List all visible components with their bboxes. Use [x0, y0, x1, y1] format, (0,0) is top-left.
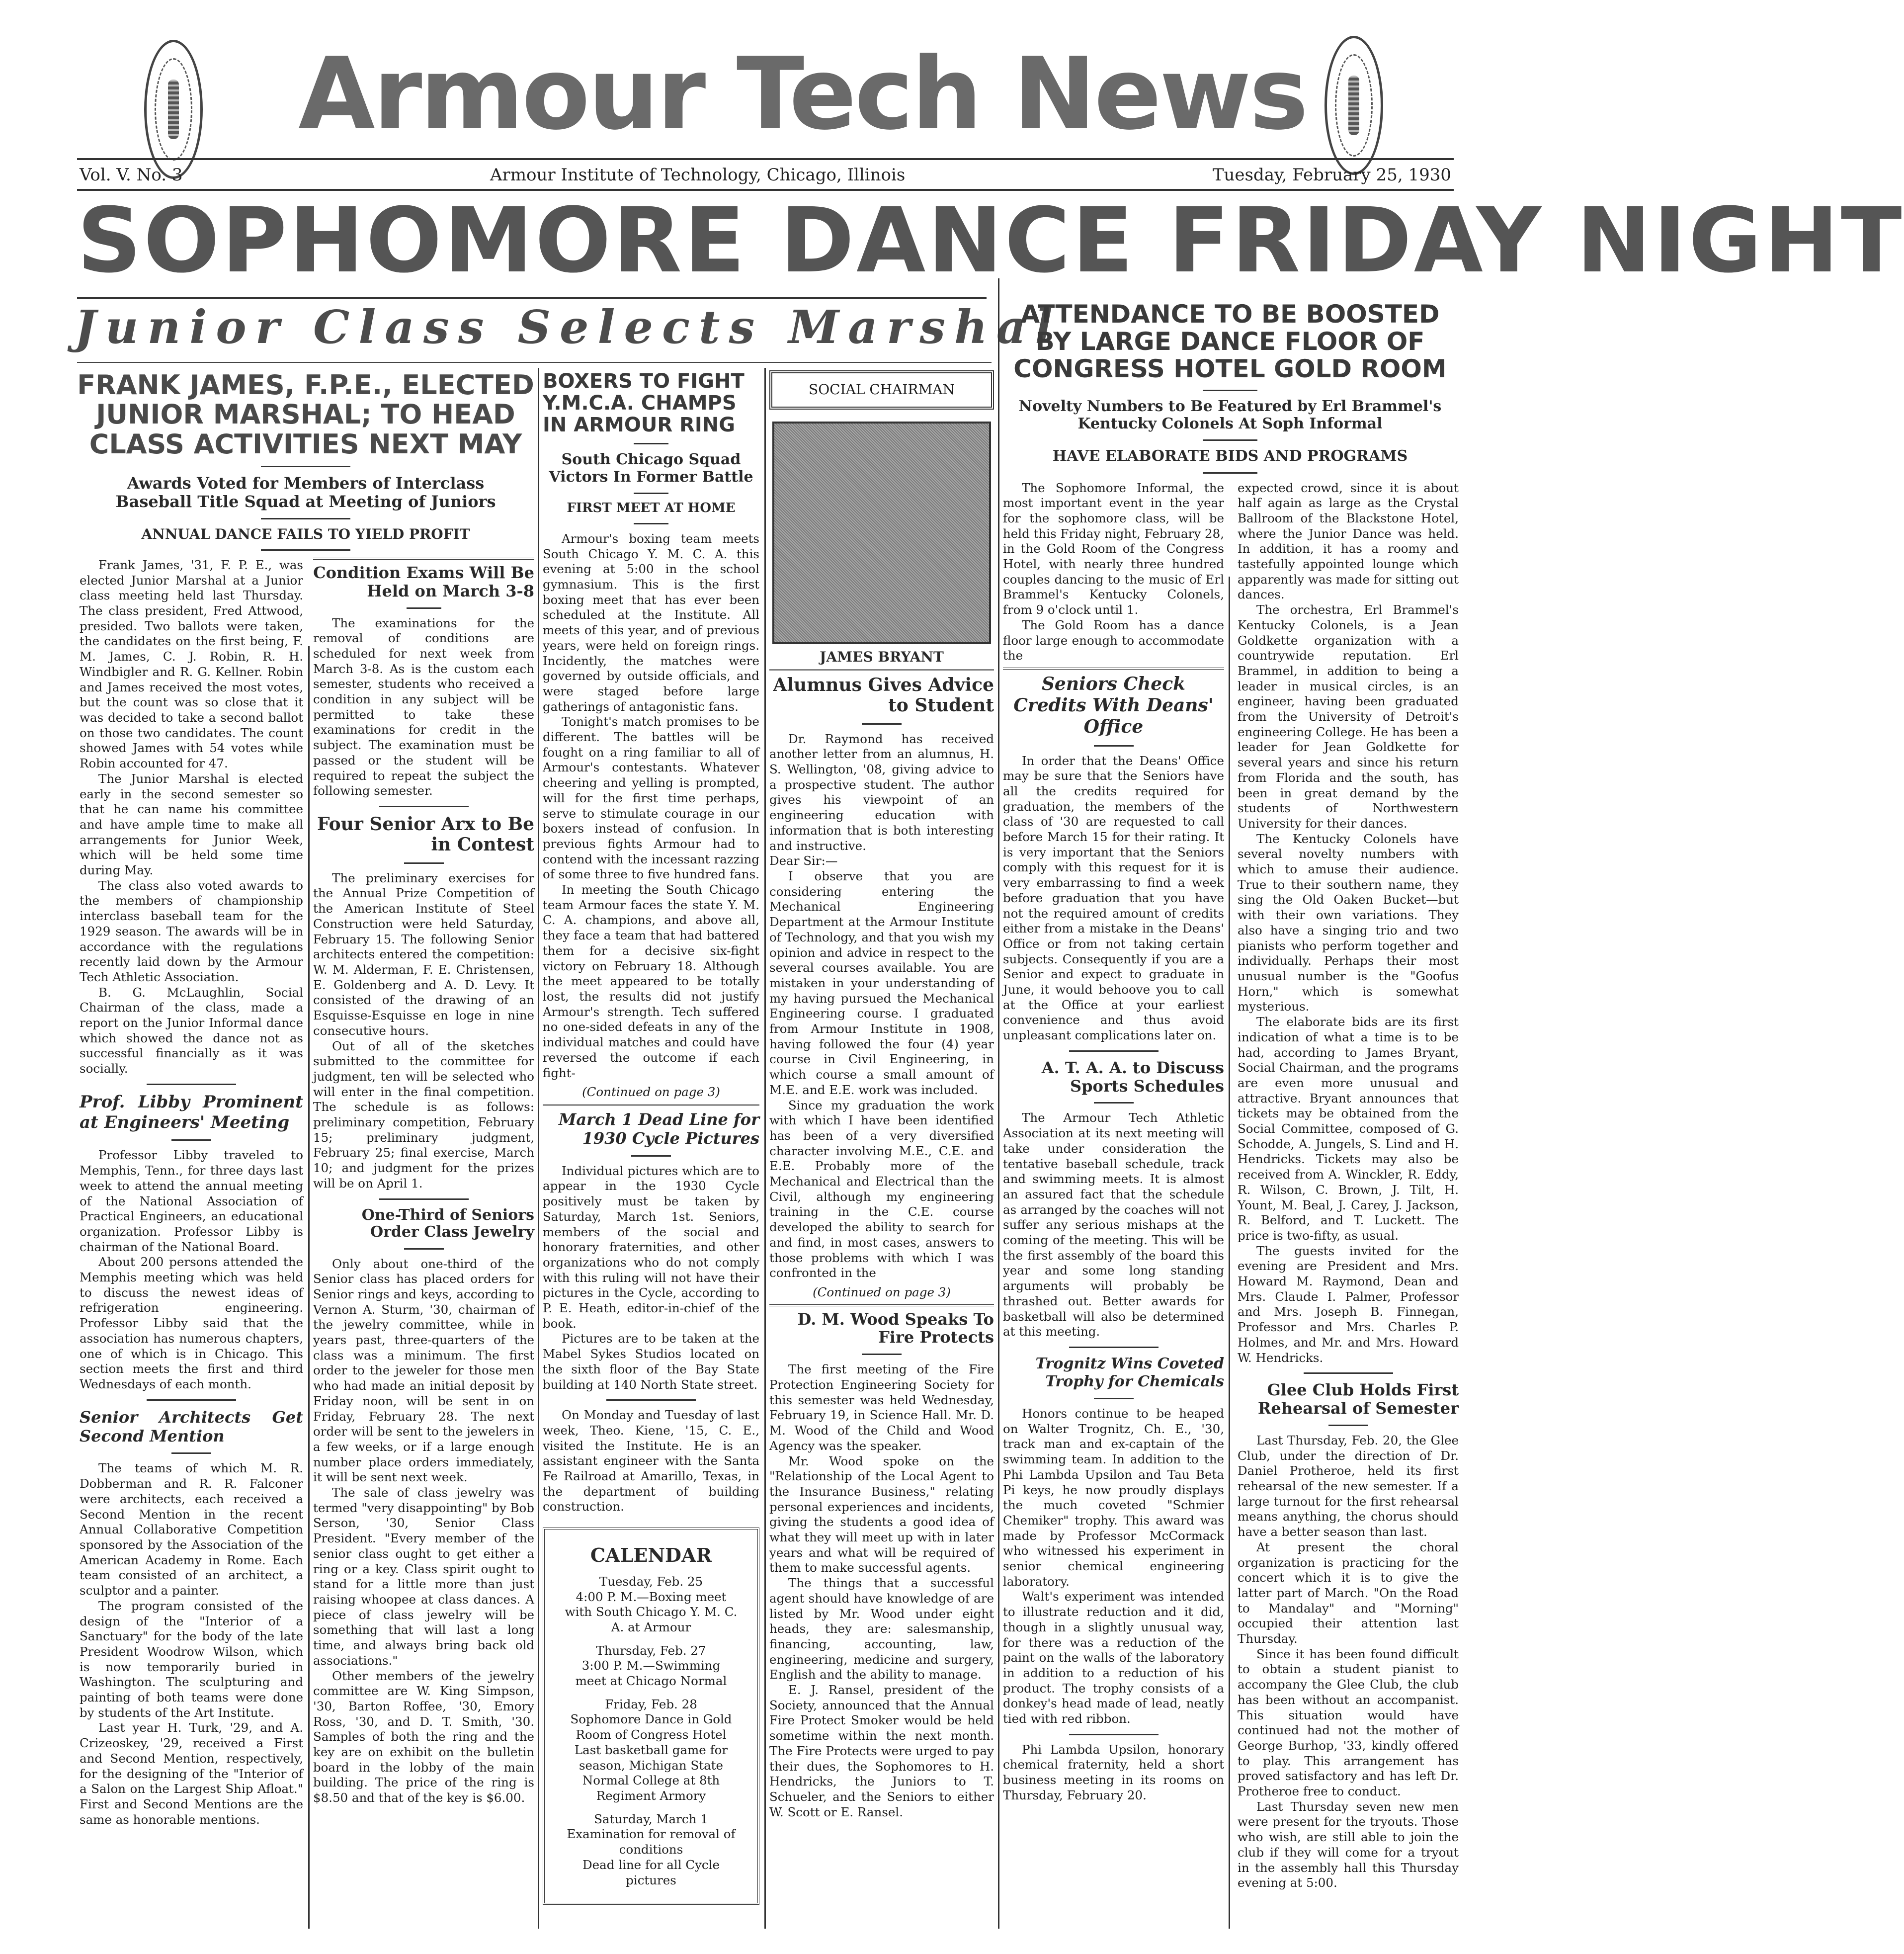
- paragraph: Only about one-third of the Senior class has placed orders for Senior rings and keys, according to Vernon A. Sturm, '30, chairman of the jewelry committee, while in years past, three-quarters of the class was a minimum. The first order to the jeweler for those men who had made an initial deposit by Friday noon, will be sent in on Friday, February 28. The next order will be sent to the jewelers in a few weeks, or if a large enough number place orders immediately, it will be sent next week.: [313, 1256, 534, 1485]
- calendar-day: Thursday, Feb. 27 3:00 P. M.—Swimming meet at Chicago Normal: [575, 1643, 727, 1689]
- column-5: [1003, 481, 1224, 1803]
- divider: [261, 518, 350, 519]
- paragraph: The Sophomore Informal, the most important event in the year for the sophomore class, will be held this Friday night, February 28, in the Gold Room of the Congress Hotel, with nearly three hundred couples dancing to the music of Erl Brammel's Kentucky Colonels, from 9 o'clock until 1.: [1003, 480, 1224, 617]
- article-frank-james: [77, 370, 534, 1827]
- paragraph: Individual pictures which are to appear in the 1930 Cycle positively must be taken by Saturday, March 1st. Seniors, members of the social and honorary fraternities, and other organizations who do not comply with this ruling will not have their pictures in the Cycle, according to P. E. Heath, editor-in-chief of the book.: [543, 1163, 759, 1331]
- article-attendance: [1001, 301, 1459, 1891]
- paragraph: Other members of the jewelry committee are W. King Simpson, '30, Barton Roffee, '30, Emory Ross, '30, and D. T. Smith, '30. Samples of both the ring and the key are on exhibit on the bulletin board in the lobby of the main building. The price of the ring is $8.50 and that of the key is $6.00.: [313, 1668, 534, 1805]
- banner-headline: SOPHOMORE DANCE FRIDAY NIGHT: [77, 189, 1904, 293]
- paragraph: Walt's experiment was intended to illustrate reduction and it did, though in a slightly unusual way, for there was a reduction of the paint on the walls of the laboratory in addition to a reduction of his product. The trophy consists of a donkey's head made of lead, neatly tied with red ribbon.: [1003, 1589, 1224, 1726]
- headline: BOXERS TO FIGHT Y.M.C.A. CHAMPS IN ARMOUR RING: [543, 370, 745, 436]
- paragraph: The Kentucky Colonels have several novelty numbers with which to amuse their audience. True to their southern name, they sing the Old Oaken Bucket—but with their own variations. They also have a singing trio and two pianists who perform together and individually. Perhaps their most unusual number is the "Goofus Horn," which is somewhat mysterious.: [1238, 831, 1459, 1014]
- calendar-title: CALENDAR: [590, 1544, 712, 1567]
- headline: Seniors Check Credits With Deans' Office: [1013, 673, 1214, 738]
- headline: ATTENDANCE TO BE BOOSTED BY LARGE DANCE FLOOR OF CONGRESS HOTEL GOLD ROOM: [1013, 300, 1447, 383]
- headline: A. T. A. A. to Discuss Sports Schedules: [1041, 1058, 1224, 1096]
- paragraph: The Armour Tech Athletic Association at its next meeting will take under consideration the tentative baseball schedule, track and swimming meets. It is almost an assured fact that the schedule as arranged by the coaches will not suffer any serious mishaps at the coming of the meeting. This will be the first assembly of the board this year and some long standing arguments will probably be thrashed out. Better awards for basketball will also be determined at this meeting.: [1003, 1110, 1224, 1339]
- masthead-rule-top: [77, 158, 1454, 160]
- banner-rule: [77, 297, 987, 299]
- headline: Prof. Libby Prominent at Engineers' Meeting: [80, 1092, 303, 1132]
- column-divider: [764, 368, 766, 1929]
- deck: ANNUAL DANCE FAILS TO YIELD PROFIT: [141, 525, 470, 542]
- photo-caption: JAMES BRYANT: [820, 648, 944, 665]
- section-banner-rule: [77, 362, 992, 363]
- column-2: [313, 558, 534, 1806]
- volume-number: Vol. V. No. 3: [80, 165, 183, 185]
- paragraph: The teams of which M. R. Dobberman and R. R. Falconer were architects, each received a Second Mention in the recent Annual Collaborative Competition sponsored by the Association of the American Academy in Rome. Each team consisted of an architect, a sculptor and a painter.: [80, 1461, 303, 1598]
- paragraph: Last Thursday seven new men were present for the tryouts. Those who wish, are still able to join the club if they will come for a tryout in the assembly hall this Thursday evening at 5:00.: [1238, 1799, 1459, 1890]
- column-divider: [998, 278, 999, 1929]
- paragraph: The things that a successful agent should have knowledge of are listed by Mr. Wood under eight heads, they are: salesmanship, financing, accounting, law, engineering, medicine and surgery, English and the ability to manage.: [769, 1576, 994, 1682]
- paragraph: The orchestra, Erl Brammel's Kentucky Colonels, is a Jean Goldkette organization with a countrywide reputation. Erl Brammel, in addition to being a leader in musical circles, is an engineer, having been graduated from the University of Detroit's engineering College. He has been a leader for Jean Goldkette for several years and since his return from Florida and the south, has been in great demand by the students of Northwestern University for their dances.: [1238, 602, 1459, 831]
- column-divider: [538, 368, 539, 1929]
- section-banner: Junior Class Selects Marshal: [75, 300, 1062, 354]
- paragraph: Armour's boxing team meets South Chicago Y. M. C. A. this evening at 5:00 in the school gymnasium. This is the first boxing meet that has ever been scheduled at the Institute. All meets of this year, and of previous years, were held on foreign rings. Incidently, the matches were governed by outside officials, and were staged before large gatherings of antagonistic fans.: [543, 531, 759, 714]
- headline: Senior Architects Get Second Mention: [80, 1407, 303, 1446]
- headline: D. M. Wood Speaks To Fire Protects: [797, 1309, 994, 1347]
- column-1: [80, 558, 303, 1827]
- subhead: Awards Voted for Members of Interclass Baseball Title Squad at Meeting of Juniors: [115, 474, 496, 511]
- headline: March 1 Dead Line for 1930 Cycle Pictures: [558, 1109, 759, 1148]
- continued-link[interactable]: (Continued on page 3): [813, 1284, 951, 1299]
- paragraph: The guests invited for the evening are President and Mrs. Howard M. Raymond, Dean and Mrs. Claude I. Palmer, Professor and Mrs. Joseph B. Finnegan, Professor and Mrs. Charles P. Holmes, and Mr. and Mrs. Howard W. Hendricks.: [1238, 1243, 1459, 1365]
- paragraph: Last year H. Turk, '29, and A. Crizeoskey, '29, received a First and Second Mention, respectively, for the designing of the "Interior of a Salon on the Largest Ship Afloat." First and Second Mentions are the same as honorable mentions.: [80, 1720, 303, 1827]
- headline: Condition Exams Will Be Held on March 3-8: [313, 563, 534, 600]
- paragraph: Tonight's match promises to be different. The battles will be fought on a ring familiar to all of Armour's contestants. Whatever cheering and yelling is prompted, will for the first time perhaps, serve to stimulate courage in our boxers instead of confusion. In previous fights Armour had to contend with the incessant razzing of some three to five hundred fans.: [543, 714, 759, 882]
- paragraph: About 200 persons attended the Memphis meeting which was held to discuss the newest ideas of refrigeration engineering. Professor Libby said that the association has numerous chapters, one of which is in Chicago. This section meets the first and third Wednesdays of each month.: [80, 1255, 303, 1391]
- headline: Glee Club Holds First Rehearsal of Semester: [1257, 1380, 1459, 1418]
- subhead: South Chicago Squad Victors In Former Battle: [549, 451, 753, 486]
- salutation: Dear Sir:—: [769, 853, 838, 868]
- paragraph: Last Thursday, Feb. 20, the Glee Club, under the direction of Dr. Daniel Protheroe, held its first rehearsal of the new semester. If a large turnout for the first rehearsal means anything, the chorus should have a better season than last.: [1238, 1433, 1459, 1539]
- article-attendance-heading: [1001, 301, 1459, 481]
- divider: [261, 466, 350, 467]
- headline: One-Third of Seniors Order Class Jewelry: [361, 1206, 534, 1241]
- calendar-day: Friday, Feb. 28 Sophomore Dance in Gold Room of Congress Hotel Last basketball game for season, Michigan State Normal College at 8th Regiment Armory: [570, 1697, 732, 1803]
- calendar-day: Tuesday, Feb. 25 4:00 P. M.—Boxing meet with South Chicago Y. M. C. A. at Armour: [565, 1574, 738, 1634]
- subhead: Novelty Numbers to Be Featured by Erl Brammel's Kentucky Colonels At Soph Informal: [1018, 398, 1442, 432]
- deck: FIRST MEET AT HOME: [567, 501, 736, 515]
- paragraph: At present the choral organization is practicing for the concert which it is to give the latter part of March. "On the Road to Mandalay" and "Morning" occupied their attention last Thursday.: [1238, 1539, 1459, 1646]
- issue-date: Tuesday, February 25, 1930: [1212, 165, 1451, 185]
- paragraph: The elaborate bids are its first indication of what a time is to be had, according to James Bryant, Social Chairman, and the programs are even more unusual and attractive. Bryant announces that tickets may be obtained from the Social Committee, composed of G. Schodde, A. Jungels, S. Lind and H. Hendricks. Tickets may also be received from A. Winckler, R. Eddy, R. Wilson, C. Brown, J. Tilt, H. Yount, M. Beal, J. Carey, J. Jackson, R. Belford, and T. Luckett. The price is two-fifty, as usual.: [1238, 1015, 1459, 1243]
- article-frank-james-heading: [77, 370, 534, 558]
- calendar-box: [543, 1528, 759, 1905]
- paragraph: Honors continue to be heaped on Walter Trognitz, Ch. E., '30, track man and ex-captain of the swimming team. In addition to the Phi Lambda Upsilon and Tau Beta Pi keys, he now proudly displays the much coveted "Schmier Chemiker" trophy. This award was made by Professor McCormack who witnessed his experiment in senior chemical engineering laboratory.: [1003, 1406, 1224, 1589]
- social-chairman-label: SOCIAL CHAIRMAN: [769, 370, 994, 410]
- institution-line: Armour Institute of Technology, Chicago, Illinois: [490, 165, 906, 185]
- paragraph: The Gold Room has a dance floor large enough to accommodate the: [1003, 617, 1224, 663]
- divider: [261, 549, 350, 551]
- paragraph: Dr. Raymond has received another letter from an alumnus, H. S. Wellington, '08, giving advice to a prospective student. The author gives his viewpoint of an engineering education with information that is both interesting and instructive.: [769, 731, 994, 853]
- newspaper-title: Armour Tech News: [298, 36, 1307, 152]
- paragraph: In order that the Deans' Office may be sure that the Seniors have all the credits required for graduation, the members of the class of '30 are requested to call before March 15 for their rating. It is very important that the Seniors comply with this request for it is very embarrassing to find a week before graduation that you have not the required amount of credits either from a mistake in the Deans' Office or from not taking certain subjects. Consequently if you are a Senior and expect to graduate in June, it would behoove you to call at the Office at your earliest convenience and thus avoid unpleasant complications later on.: [1003, 753, 1224, 1043]
- paragraph: On Monday and Tuesday of last week, Theo. Kiene, '15, C. E., visited the Institute. He is an assistant engineer with the Santa Fe Railroad at Amarillo, Texas, in the department of building construction.: [543, 1408, 759, 1514]
- calendar-day: Saturday, March 1 Examination for removal of conditions Dead line for all Cycle pictures: [567, 1811, 736, 1887]
- headline: Alumnus Gives Advice to Student: [773, 674, 994, 716]
- paragraph: In meeting the South Chicago team Armour faces the state Y. M. C. A. champions, and above all, they face a team that had battered them for a decisive six-fight victory on February 18. Although the meet appeared to be totally lost, the results did not justify Armour's strength. Tech suffered no one-sided defeats in any of the individual matches and could have reversed the outcome if each fight-: [543, 882, 759, 1080]
- paragraph: Professor Libby traveled to Memphis, Tenn., for three days last week to attend the annual meeting of the National Association of Practical Engineers, an educational organization. Professor Libby is chairman of the National Board.: [80, 1148, 303, 1254]
- paragraph: The Junior Marshal is elected early in the second semester so that he can name his committee and have ample time to make all arrangements for Junior Week, which will be held some time during May.: [80, 771, 303, 878]
- paragraph: The preliminary exercises for the Annual Prize Competition of the American Institute of Steel Construction were held Saturday, February 15. The following Senior architects entered the competition: W. M. Alderman, F. E. Christensen, E. Goldenberg and A. D. Levy. It consisted of the drawing of an Esquisse-Esquisse en loge in nine consecutive hours.: [313, 870, 534, 1038]
- paragraph: Since it has been found difficult to obtain a student pianist to accompany the Glee Club, the club has been without an accompanist. This situation would have continued had not the mother of George Burhop, '33, kindly offered to play. This arrangement has proved satisfactory and has left Dr. Protheroe free to conduct.: [1238, 1646, 1459, 1799]
- continued-link[interactable]: (Continued on page 3): [582, 1085, 720, 1100]
- paragraph: B. G. McLaughlin, Social Chairman of the class, made a report on the Junior Informal dance which showed the dance not as successful financially as it was socially.: [80, 985, 303, 1076]
- paragraph: The class also voted awards to the members of championship interclass baseball team for the 1929 season. The awards will be in accordance with the regulations recently laid down by the Armour Tech Athletic Association.: [80, 878, 303, 984]
- paragraph: Frank James, '31, F. P. E., was elected Junior Marshal at a Junior class meeting held last Thursday. The class president, Fred Attwood, presided. Two ballots were taken, the candidates on the first being, F. M. James, C. J. Robin, R. H. Windbigler and R. G. Kellner. Robin and James received the most votes, but the count was so close that it was decided to take a second ballot on those two candidates. The count showed James with 54 votes while Robin accounted for 47.: [80, 557, 303, 771]
- paragraph: The sale of class jewelry was termed "very disappointing" by Bob Serson, '30, Senior Class President. "Every member of the senior class ought to get either a ring or a key. Class spirit ought to stand for a little more than just raising whoopee at class dances. A piece of class jewelry will be something that will last a long time, and always bring back old associations.": [313, 1485, 534, 1668]
- paragraph: Pictures are to be taken at the Mabel Sykes Studios located on the sixth floor of the Bay State building at 140 North State street.: [543, 1331, 759, 1392]
- deck: HAVE ELABORATE BIDS AND PROGRAMS: [1052, 447, 1408, 465]
- headline: Trognitz Wins Coveted Trophy for Chemicals: [1035, 1355, 1224, 1390]
- paragraph: Since my graduation the work with which I have been identified has been of a very diversified character involving M.E., C.E. and E.E. Probably more of the Mechanical and Electrical than the Civil, although my engineering training in the C.E. course developed the ability to search for and find, in most cases, answers to those problems with which I was confronted in the: [769, 1098, 994, 1280]
- paragraph: expected crowd, since it is about half again as large as the Crystal Ballroom of the Blackstone Hotel, where the Junior Dance was held. In addition, it has a roomy and tastefully appointed lounge which apparently was made for sitting out dances.: [1238, 480, 1459, 602]
- dateline: [80, 165, 1451, 185]
- paragraph: The first meeting of the Fire Protection Engineering Society for this semester was held Wednesday, February 19, in Science Hall. Mr. D. M. Wood of the Child and Wood Agency was the speaker.: [769, 1362, 994, 1453]
- paragraph: The examinations for the removal of conditions are scheduled for next week from March 3-8. As is the custom each semester, students who received a condition in any subject will be permitted to take these examinations for credit in the subject. The examination must be passed or the student will be required to repeat the subject the following semester.: [313, 615, 534, 798]
- column-6: [1238, 481, 1459, 1891]
- paragraph: Mr. Wood spoke on the "Relationship of the Local Agent to the Insurance Business," relating personal experiences and incidents, giving the students a good idea of what they will meet up with in later years and what will be required of them to make successful agents.: [769, 1453, 994, 1575]
- paragraph: Phi Lambda Upsilon, honorary chemical fraternity, held a short business meeting in its rooms on Thursday, February 20.: [1003, 1742, 1224, 1802]
- headline: Four Senior Arx to Be in Contest: [317, 813, 534, 855]
- institute-seal-right: [1325, 36, 1383, 175]
- paragraph: E. J. Ransel, president of the Society, announced that the Annual Fire Protect Smoker would be held sometime within the next month. The Fire Protects were urged to pay their dues, the Sophomores to H. Hendricks, the Juniors to T. Schueler, and the Seniors to either W. Scott or E. Ransel.: [769, 1683, 994, 1819]
- paragraph: The program consisted of the design of the "Interior of a Sanctuary" for the body of the late President Woodrow Wilson, which is now temporarily buried in Washington. The sculpturing and painting of both teams were done by students of the Art Institute.: [80, 1598, 303, 1720]
- column-4: [769, 370, 994, 1820]
- paragraph: I observe that you are considering entering the Mechanical Engineering Department at the Armour Institute of Technology, and that you wish my opinion and advice in respect to the several courses available. You are mistaken in your understanding of my having pursued the Mechanical Engineering course. I graduated from Armour Institute in 1908, having followed the four (4) year course in Civil Engineering, in which course a small amount of M.E. and E.E. work was included.: [769, 869, 994, 1097]
- headline: FRANK JAMES, F.P.E., ELECTED JUNIOR MARSHAL; TO HEAD CLASS ACTIVITIES NEXT MAY: [77, 369, 534, 460]
- column-3: [543, 370, 759, 1905]
- portrait-photo: [772, 422, 991, 644]
- paragraph: Out of all of the sketches submitted to the committee for judgment, ten will be selected who will enter in the final competition. The schedule is as follows: preliminary competition, February 15; preliminary judgment, February 25; final exercise, March 10; and judgment for the prizes will be on April 1.: [313, 1038, 534, 1190]
